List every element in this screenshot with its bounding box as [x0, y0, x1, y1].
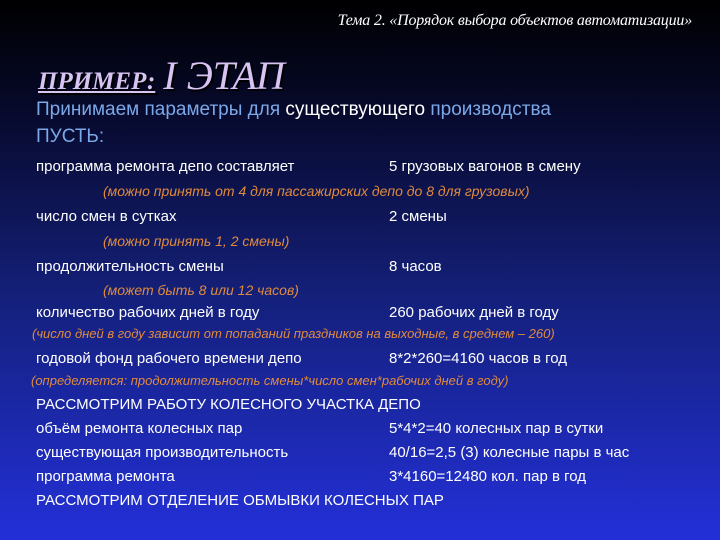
param-shifts-value: 2 смены — [389, 208, 447, 225]
param-shifts-label: число смен в сутках — [36, 208, 177, 225]
param-annual-fund-label: годовой фонд рабочего времени депо — [36, 350, 302, 367]
intro-part2: производства — [425, 99, 551, 120]
param-program-note: (можно принять от 4 для пассажирских депо до 8 для грузовых) — [103, 183, 530, 199]
topic-header: Тема 2. «Порядок выбора объектов автоматизации» — [337, 12, 692, 29]
slide-title — [38, 52, 285, 99]
param-workdays-label: количество рабочих дней в году — [36, 304, 260, 321]
intro-part1: Принимаем параметры для — [36, 99, 286, 120]
wheel-row-value: 3*4160=12480 кол. пар в год — [389, 468, 587, 485]
title-stage: I ЭТАП — [163, 53, 285, 98]
let-label: ПУСТЬ: — [36, 126, 105, 147]
param-annual-fund-value: 8*2*260=4160 часов в год — [389, 350, 568, 367]
param-program-value: 5 грузовых вагонов в смену — [389, 158, 581, 175]
param-workdays-value: 260 рабочих дней в году — [389, 304, 559, 321]
wheel-row-label: программа ремонта — [36, 468, 175, 485]
wheel-row-label: существующая производительность — [36, 444, 289, 461]
param-program-label: программа ремонта депо составляет — [36, 158, 295, 175]
wheel-row-value: 40/16=2,5 (3) колесные пары в час — [389, 444, 630, 461]
washing-section-heading: РАССМОТРИМ ОТДЕЛЕНИЕ ОБМЫВКИ КОЛЕСНЫХ ПАР — [36, 492, 444, 509]
wheel-row-label: объём ремонта колесных пар — [36, 420, 243, 437]
intro-text — [36, 99, 551, 121]
wheel-row-value: 5*4*2=40 колесных пар в сутки — [389, 420, 604, 437]
intro-highlight: существующего — [285, 99, 426, 120]
param-shifts-note: (можно принять 1, 2 смены) — [103, 233, 290, 249]
param-program-row — [36, 158, 294, 175]
title-prefix: ПРИМЕР: — [38, 68, 156, 95]
param-duration-label: продолжительность смены — [36, 258, 224, 275]
param-annual-fund-note: (определяется: продолжительность смены*число смен*рабочих дней в году) — [31, 373, 509, 388]
param-duration-note: (может быть 8 или 12 часов) — [103, 282, 299, 298]
param-workdays-note: (число дней в году зависит от попаданий праздников на выходные, в среднем – 260) — [32, 326, 555, 341]
param-duration-value: 8 часов — [389, 258, 442, 275]
wheel-section-heading: РАССМОТРИМ РАБОТУ КОЛЕСНОГО УЧАСТКА ДЕПО — [36, 396, 421, 413]
